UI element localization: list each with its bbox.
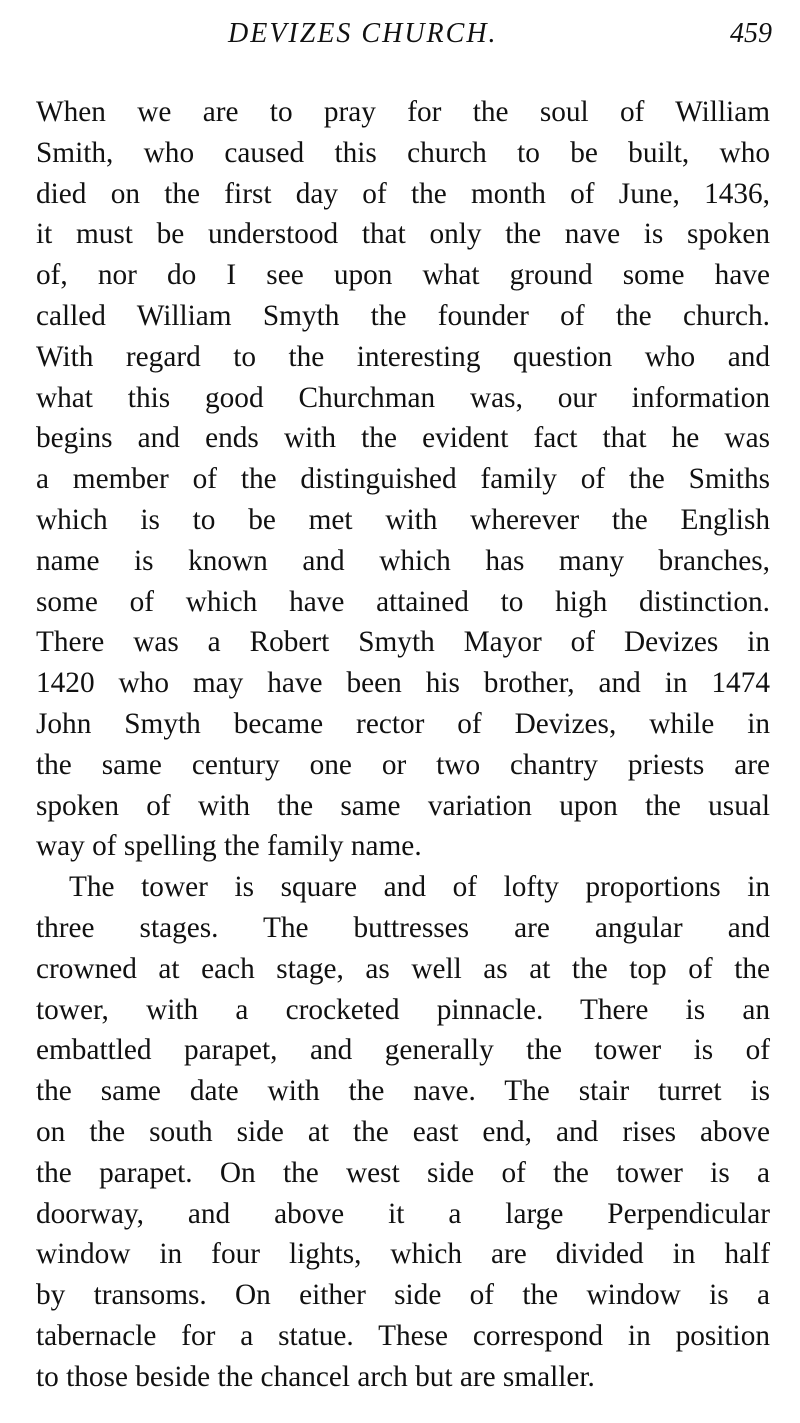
text-line: window in four lights, which are divided in half	[36, 1238, 770, 1271]
text-line: died on the first day of the month of June, 1436,	[36, 177, 770, 210]
page-number: 459	[730, 18, 772, 49]
text-line: it must be understood that only the nave is spoken	[36, 218, 770, 251]
text-line: what this good Churchman was, our information	[36, 381, 770, 414]
text-line: There was a Robert Smyth Mayor of Devizes in	[36, 626, 770, 659]
text-line: With regard to the interesting question who and	[36, 340, 770, 373]
paragraph-2	[36, 867, 770, 1397]
body-text	[36, 92, 770, 1398]
text-line: some of which have attained to high distinction.	[36, 585, 770, 618]
paragraph-1	[36, 92, 770, 867]
text-line: doorway, and above it a large Perpendicular	[36, 1197, 770, 1230]
text-line: 1420 who may have been his brother, and in 1474	[36, 667, 770, 700]
text-line: the parapet. On the west side of the tower is a	[36, 1156, 770, 1189]
text-line: When we are to pray for the soul of William	[36, 96, 770, 128]
text-line: a member of the distinguished family of the Smiths	[36, 463, 770, 496]
text-line: The tower is square and of lofty proportions in	[69, 871, 770, 904]
text-line: John Smyth became rector of Devizes, while in	[36, 707, 770, 740]
text-line: by transoms. On either side of the window is a	[36, 1279, 770, 1312]
text-line: crowned at each stage, as well as at the top of the	[36, 952, 770, 985]
text-line: begins and ends with the evident fact that he was	[36, 422, 770, 455]
text-line: way of spelling the family name.	[36, 830, 422, 863]
text-line: called William Smyth the founder of the church.	[36, 299, 770, 332]
text-line: name is known and which has many branches,	[36, 544, 770, 577]
text-line: Smith, who caused this church to be built, who	[36, 136, 770, 169]
text-line: of, nor do I see upon what ground some have	[36, 259, 770, 292]
running-title: DEVIZES CHURCH.	[228, 18, 498, 49]
text-line: to those beside the chancel arch but are smaller.	[36, 1360, 595, 1393]
text-line: the same century one or two chantry priests are	[36, 748, 770, 781]
text-line: embattled parapet, and generally the tower is of	[36, 1034, 770, 1067]
text-line: on the south side at the east end, and rises above	[36, 1115, 770, 1148]
text-line: tabernacle for a statue. These correspond in position	[36, 1319, 770, 1352]
text-line: three stages. The buttresses are angular and	[36, 911, 770, 944]
running-head	[0, 14, 800, 54]
text-line: spoken of with the same variation upon the usual	[36, 789, 770, 822]
text-line: the same date with the nave. The stair turret is	[36, 1075, 770, 1108]
text-line: which is to be met with wherever the English	[36, 503, 770, 536]
text-line: tower, with a crocketed pinnacle. There is an	[36, 993, 770, 1026]
